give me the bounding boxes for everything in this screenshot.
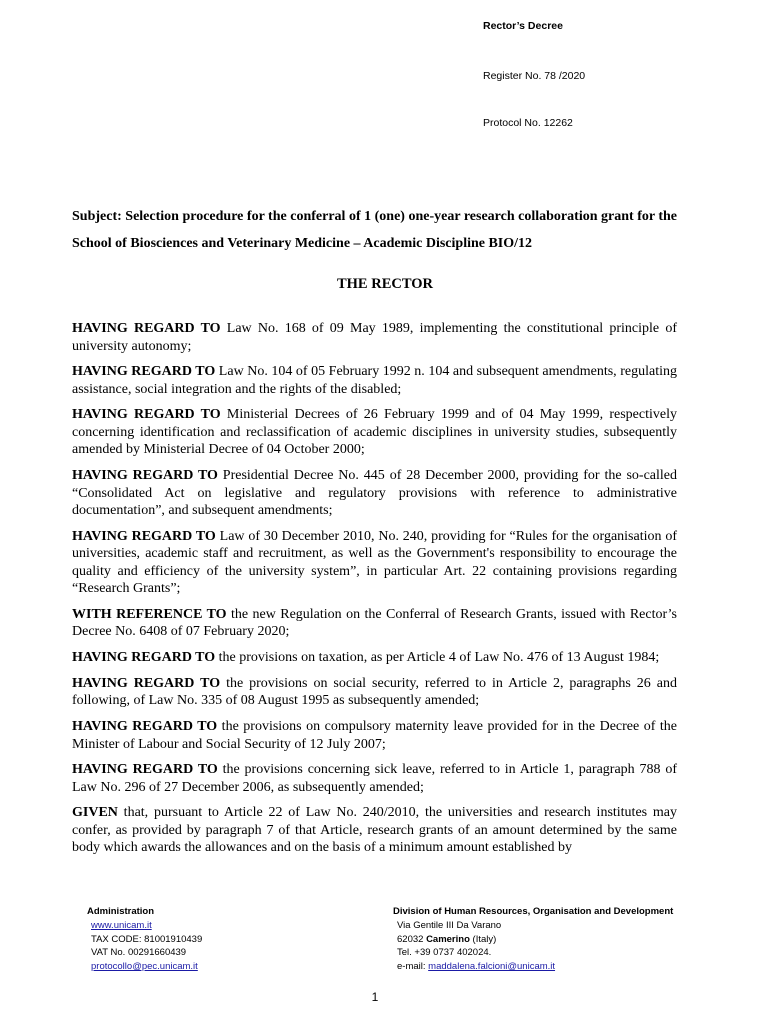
decree-body [72, 320, 677, 865]
email-link[interactable]: maddalena.falcioni@unicam.it [428, 961, 556, 973]
recital-lead: HAVING REGARD TO [72, 675, 221, 691]
vat-number: VAT No. 00291660439 [91, 947, 187, 959]
recital-paragraph [72, 675, 677, 710]
recital-text: the provisions concerning sick leave, referred to in Article 1, paragraph 788 of Law No. 296 of 27 December 2006, as subsequently amended; [72, 762, 677, 795]
recital-paragraph [72, 606, 677, 641]
recital-text: the provisions on social security, referred to in Article 2, paragraphs 26 and following, of Law No. 335 of 08 August 1995 as subsequently amended; [72, 675, 677, 709]
recital-lead: HAVING REGARD TO [72, 762, 218, 778]
protocol-number: Protocol No. 12262 [483, 117, 573, 129]
recital-text: Law of 30 December 2010, No. 240, providing for “Rules for the organisation of universities, academic staff and recruitment, as well as the Government's responsibility to encourage the quality and efficiency of the university system”, in particular Art. 22 containing provisions regarding “Research Grants”; [72, 528, 677, 597]
telephone: Tel. +39 0737 402024. [397, 947, 492, 959]
recital-lead: HAVING REGARD TO [72, 407, 221, 423]
footer-left-title: Administration [87, 906, 155, 917]
recital-text: Law No. 104 of 05 February 1992 n. 104 and subsequent amendments, regulating assistance, social integration and the rights of the disabled; [72, 364, 677, 397]
recital-text: that, pursuant to Article 22 of Law No. 240/2010, the universities and research institutes may confer, as provided by paragraph 7 of that Article, research grants of an amount determined by the same body which awards the allowances and on the basis of a minimum amount established by [72, 805, 677, 856]
recital-lead: HAVING REGARD TO [72, 364, 216, 380]
recital-paragraph [72, 320, 677, 355]
recital-lead: GIVEN [72, 805, 118, 821]
recital-paragraph [72, 528, 677, 598]
country: (Italy) [469, 933, 497, 945]
recital-text: the provisions on taxation, as per Article 4 of Law No. 476 of 13 August 1984; [215, 650, 660, 666]
footer-administration [87, 905, 202, 974]
subject-line: Subject: Selection procedure for the conferral of 1 (one) one-year research collaboration grant for the School of Biosciences and Veterinary Medicine – Academic Discipline BIO/12 [72, 209, 677, 251]
recital-paragraph [72, 649, 677, 667]
recital-text: the new Regulation on the Conferral of Research Grants, issued with Rector’s Decree No. 6408 of 07 February 2020; [72, 606, 677, 640]
page-number: 1 [371, 990, 379, 1004]
city: Camerino [426, 933, 470, 945]
pec-email-link[interactable]: protocollo@pec.unicam.it [91, 961, 198, 973]
recital-lead: HAVING REGARD TO [72, 468, 218, 484]
email-line [393, 960, 673, 974]
footer-right-title: Division of Human Resources, Organisation and Development [393, 906, 674, 917]
street-address: Via Gentile III Da Varano [397, 919, 502, 931]
recital-lead: WITH REFERENCE TO [72, 606, 227, 622]
recital-text: Law No. 168 of 09 May 1989, implementing the constitutional principle of university autonomy; [72, 321, 677, 354]
recital-paragraph [72, 406, 677, 459]
document-title: THE RECTOR [336, 276, 434, 292]
recital-text: Presidential Decree No. 445 of 28 December 2000, providing for the so-called “Consolidated Act on legislative and regulatory provisions with reference to administrative documentation”, and subsequent amendments; [72, 468, 677, 519]
footer-division [393, 905, 673, 974]
recital-lead: HAVING REGARD TO [72, 528, 216, 544]
register-number: Register No. 78 /2020 [483, 70, 586, 82]
website-link[interactable]: www.unicam.it [91, 919, 152, 931]
email-label: e-mail: [397, 961, 429, 973]
recital-text: the provisions on compulsory maternity leave provided for in the Decree of the Minister of Labour and Social Security of 12 July 2007; [72, 719, 677, 752]
recital-lead: HAVING REGARD TO [72, 321, 221, 336]
recital-lead: HAVING REGARD TO [72, 650, 216, 666]
tax-code: TAX CODE: 81001910439 [91, 933, 203, 945]
recital-paragraph [72, 761, 677, 796]
recital-paragraph [72, 467, 677, 520]
recital-lead: HAVING REGARD TO [72, 719, 218, 734]
recital-text: Ministerial Decrees of 26 February 1999 and of 04 May 1999, respectively concerning identification and reclassification of academic disciplines in university studies, subsequently amended by Ministerial Decree of 04 October 2000; [72, 407, 677, 458]
postcode: 62032 [397, 933, 427, 945]
recital-paragraph [72, 363, 677, 398]
city-line [393, 933, 673, 947]
recital-paragraph [72, 718, 677, 753]
decree-title: Rector’s Decree [483, 20, 563, 32]
recital-paragraph [72, 804, 677, 857]
